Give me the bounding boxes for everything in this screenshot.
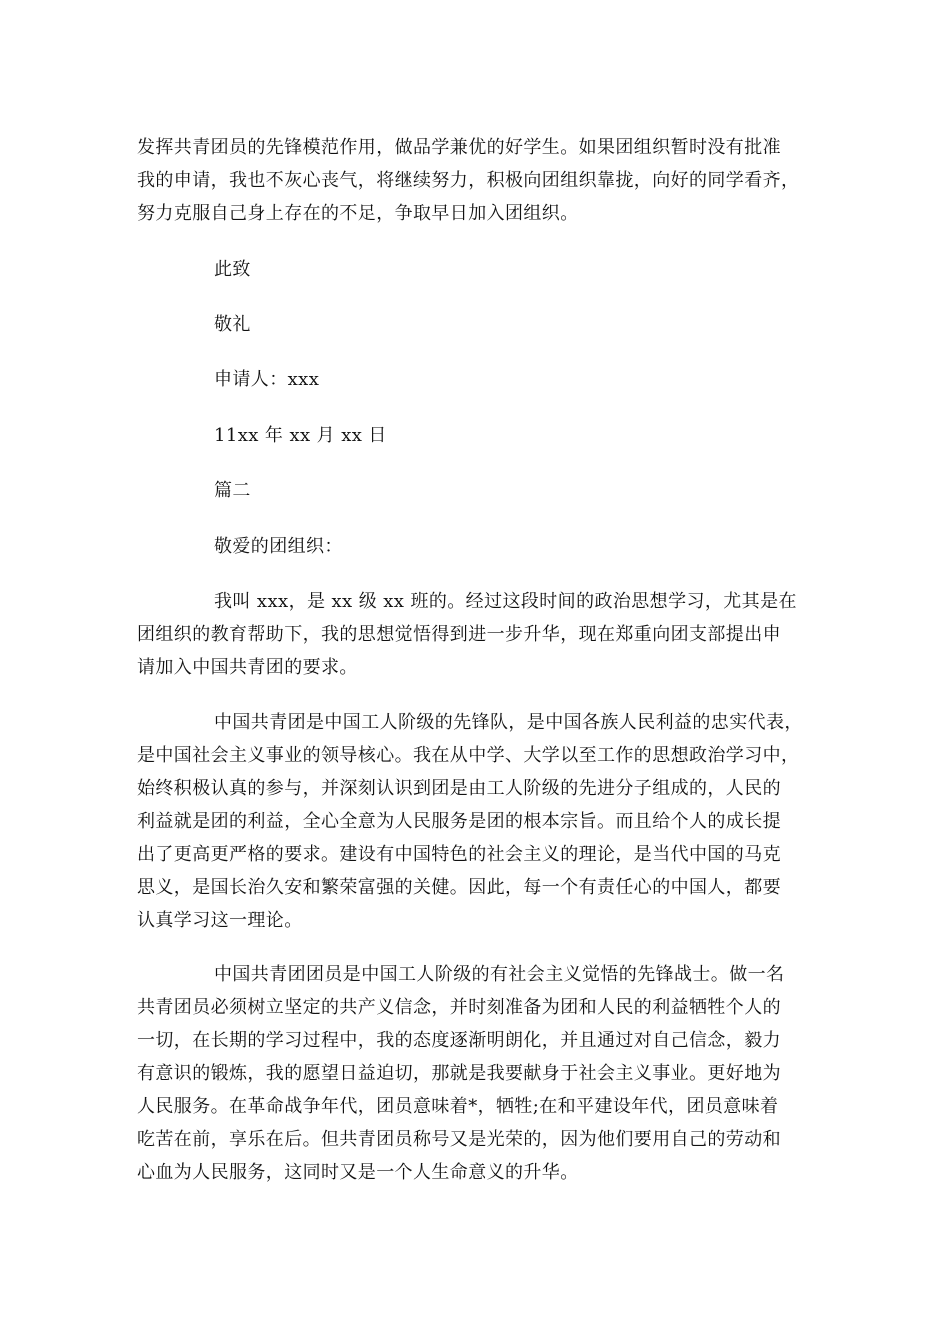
paragraph-line: 努力克服自己身上存在的不足，争取早日加入团组织。 (137, 203, 579, 224)
applicant-signature: 申请人：xxx (214, 369, 320, 390)
paragraph-line: 出了更高更严格的要求。建设有中国特色的社会主义的理论，是当代中国的马克 (137, 844, 781, 865)
paragraph-line: 始终积极认真的参与，并深刻认识到团是由工人阶级的先进分子组成的，人民的 (137, 778, 781, 799)
paragraph-line: 利益就是团的利益，全心全意为人民服务是团的根本宗旨。而且给个人的成长提 (137, 811, 781, 832)
paragraph-line: 我的申请，我也不灰心丧气，将继续努力，积极向团组织靠拢，向好的同学看齐， (137, 170, 800, 191)
section-heading: 篇二 (214, 480, 251, 501)
paragraph-line: 中国共青团是中国工人阶级的先锋队，是中国各族人民利益的忠实代表， (214, 712, 803, 733)
paragraph-line: 我叫 xxx，是 xx 级 xx 班的。经过这段时间的政治思想学习，尤其是在 (214, 591, 797, 612)
paragraph-line: 共青团员必须树立坚定的共产义信念，并时刻准备为团和人民的利益牺牲个人的 (137, 997, 781, 1018)
paragraph-line: 认真学习这一理论。 (137, 910, 303, 931)
closing-salute: 敬礼 (214, 314, 251, 335)
paragraph-line: 一切，在长期的学习过程中，我的态度逐渐明朗化，并且通过对自己信念，毅力 (137, 1030, 781, 1051)
paragraph-line: 团组织的教育帮助下，我的思想觉悟得到进一步升华，现在郑重向团支部提出申 (137, 624, 781, 645)
paragraph-line: 心血为人民服务，这同时又是一个人生命意义的升华。 (137, 1162, 579, 1183)
paragraph-line: 中国共青团团员是中国工人阶级的有社会主义觉悟的先锋战士。做一名 (214, 964, 785, 985)
paragraph-line: 请加入中国共青团的要求。 (137, 657, 358, 678)
salutation: 敬爱的团组织： (214, 536, 343, 557)
paragraph-line: 吃苦在前，享乐在后。但共青团员称号又是光荣的，因为他们要用自己的劳动和 (137, 1129, 781, 1150)
paragraph-line: 是中国社会主义事业的领导核心。我在从中学、大学以至工作的思想政治学习中， (137, 745, 800, 766)
paragraph-line: 发挥共青团员的先锋模范作用，做品学兼优的好学生。如果团组织暂时没有批准 (137, 137, 781, 158)
paragraph-line: 有意识的锻炼，我的愿望日益迫切，那就是我要献身于社会主义事业。更好地为 (137, 1063, 781, 1084)
paragraph-line: 人民服务。在革命战争年代，团员意味着*，牺牲;在和平建设年代，团员意味着 (137, 1096, 779, 1117)
closing-phrase: 此致 (214, 259, 251, 280)
paragraph-line: 思义，是国长治久安和繁荣富强的关健。因此，每一个有责任心的中国人，都要 (137, 877, 781, 898)
signature-date: 11xx 年 xx 月 xx 日 (214, 425, 387, 446)
